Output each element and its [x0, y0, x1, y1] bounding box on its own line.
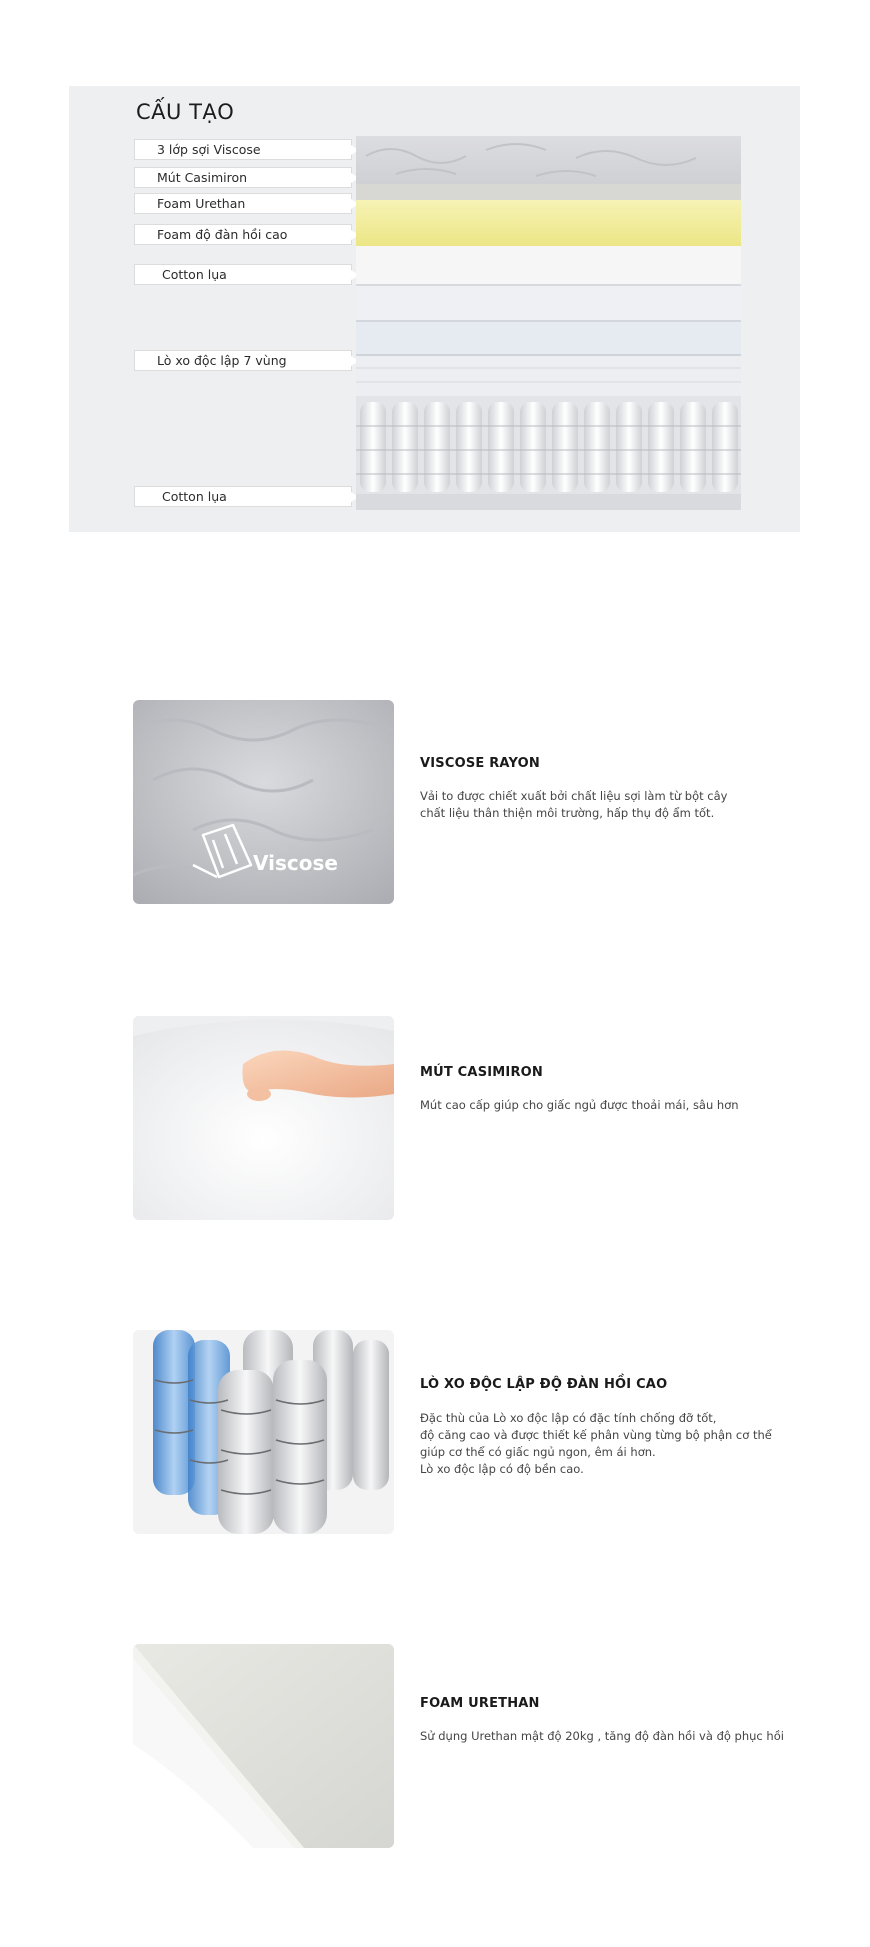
layer-label-cotton-bottom: Cotton lụa [134, 486, 352, 507]
viscose-image-caption: Viscose [253, 851, 338, 875]
layer-label-viscose: 3 lớp sợi Viscose [134, 139, 352, 160]
viscose-image [133, 700, 394, 904]
pocket-spring-image [133, 1330, 394, 1534]
desc-line: Sử dụng Urethan mật độ 20kg , tăng độ đàn hồi và độ phục hồi [420, 1729, 784, 1743]
desc-line: Mút cao cấp giúp cho giấc ngủ được thoải mái, sâu hơn [420, 1098, 739, 1112]
feature-title-viscose: VISCOSE RAYON [420, 756, 540, 771]
structure-panel [69, 86, 800, 532]
mattress-cross-section-image [356, 136, 741, 510]
desc-line: Vải to được chiết xuất bởi chất liệu sợi làm từ bột cây [420, 789, 728, 803]
desc-line: giúp cơ thể có giấc ngủ ngon, êm ái hơn. [420, 1445, 656, 1459]
desc-line: chất liệu thân thiện môi trường, hấp thụ độ ẩm tốt. [420, 806, 715, 820]
feature-desc-casimiron [420, 1097, 780, 1114]
feature-desc-pocket-spring [420, 1410, 780, 1478]
feature-title-casimiron: MÚT CASIMIRON [420, 1065, 544, 1080]
desc-line: độ căng cao và được thiết kế phân vùng từng bộ phận cơ thể [420, 1428, 772, 1442]
layer-label-high-elastic-foam: Foam độ đàn hồi cao [134, 224, 352, 245]
structure-title: CẤU TẠO [136, 100, 235, 124]
layer-label-pocket-spring: Lò xo độc lập 7 vùng [134, 350, 352, 371]
feature-title-pocket-spring: LÒ XO ĐỘC LẬP ĐỘ ĐÀN HỒI CAO [420, 1377, 668, 1392]
layer-label-casimiron: Mút Casimiron [134, 167, 352, 188]
feature-desc-foam-urethan [420, 1728, 784, 1745]
feature-title-foam-urethan: FOAM URETHAN [420, 1696, 540, 1711]
foam-urethan-image [133, 1644, 394, 1848]
casimiron-image [133, 1016, 394, 1220]
desc-line: Đặc thù của Lò xo độc lập có đặc tính chống đỡ tốt, [420, 1411, 717, 1425]
layer-label-foam-urethan: Foam Urethan [134, 193, 352, 214]
layer-label-cotton-top: Cotton lụa [134, 264, 352, 285]
feature-desc-viscose [420, 788, 780, 822]
desc-line: Lò xo độc lập có độ bền cao. [420, 1462, 584, 1476]
